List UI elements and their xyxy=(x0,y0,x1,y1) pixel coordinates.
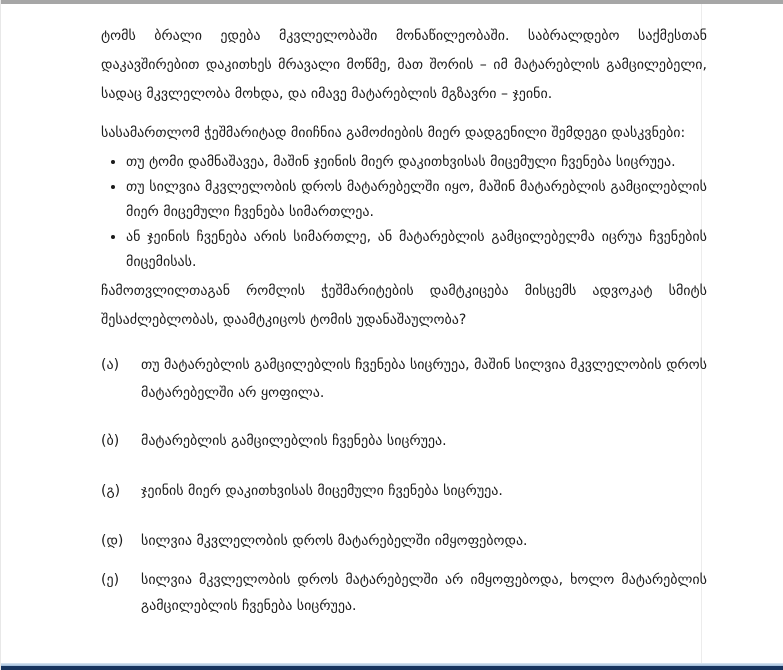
document-page xyxy=(101,22,707,619)
answer-option-e xyxy=(101,567,707,619)
answer-option-c xyxy=(101,477,707,505)
intro-paragraph: ტომს ბრალი ედება მკვლელობაში მონაწილეობაში. საბრალდებო საქმესთან დაკავშირებით დაკითხეს მრავალი მოწმე, მათ შორის – იმ მატარებლის გამცილებელი, სადაც მკვლელობა მოხდა, და იმავე მატარებლის მგზავრი – ჯეინი. xyxy=(101,28,707,102)
option-label: (ე) xyxy=(101,572,120,588)
answer-option-b xyxy=(101,427,707,455)
option-text: სილვია მკვლელობის დროს მატარებელში იმყოფებოდა. xyxy=(141,533,528,549)
answer-option-a xyxy=(101,351,707,407)
option-text: სილვია მკვლელობის დროს მატარებელში არ იმყოფებოდა, ხოლო მატარებლის გამცილებლის ჩვენება სიცრუეა. xyxy=(141,572,707,614)
question-text: ჩამოთვლილთაგან რომლის ჭეშმარიტების დამტკიცება მისცემს ადვოკატ სმიტს შესაძლებლობას, დაამტკიცოს ტომის უდანაშაულობა? xyxy=(101,283,707,328)
window-top-edge xyxy=(1,0,783,4)
option-label: (ა) xyxy=(101,357,120,373)
finding-item: • ან ჯეინის ჩვენება არის სიმართლე, ან მატარებლის გამცილებელმა იცრუა ჩვენების მიცემისას. xyxy=(126,225,707,275)
findings-intro: სასამართლომ ჭეშმარიტად მიიჩნია გამოძიების მიერ დადგენილი შემდეგი დასკვნები: xyxy=(101,125,686,141)
option-label: (გ) xyxy=(101,483,121,499)
finding-item: • თუ სილვია მკვლელობის დროს მატარებელში იყო, მაშინ მატარებლის გამცილებლის მიერ მიცემული ჩვენება სიმართლეა. xyxy=(126,175,707,225)
options-list xyxy=(101,351,707,619)
answer-option-d xyxy=(101,527,707,555)
finding-item: • თუ ტომი დამნაშავეა, მაშინ ჯეინის მიერ დაკითხვისას მიცემული ჩვენება სიცრუეა. xyxy=(126,150,707,175)
option-text: თუ მატარებლის გამცილებლის ჩვენება სიცრუეა, მაშინ სილვია მკვლელობის დროს მატარებელში არ ყოფილა. xyxy=(141,357,707,401)
findings-list xyxy=(101,150,707,275)
bottom-border-line xyxy=(1,666,783,670)
option-label: (დ) xyxy=(101,533,124,549)
option-label: (ბ) xyxy=(101,433,120,449)
window-bottom-border xyxy=(1,663,783,670)
option-text: ჯეინის მიერ დაკითხვისას მიცემული ჩვენება სიცრუეა. xyxy=(141,483,503,499)
option-text: მატარებლის გამცილებლის ჩვენება სიცრუეა. xyxy=(141,433,447,449)
